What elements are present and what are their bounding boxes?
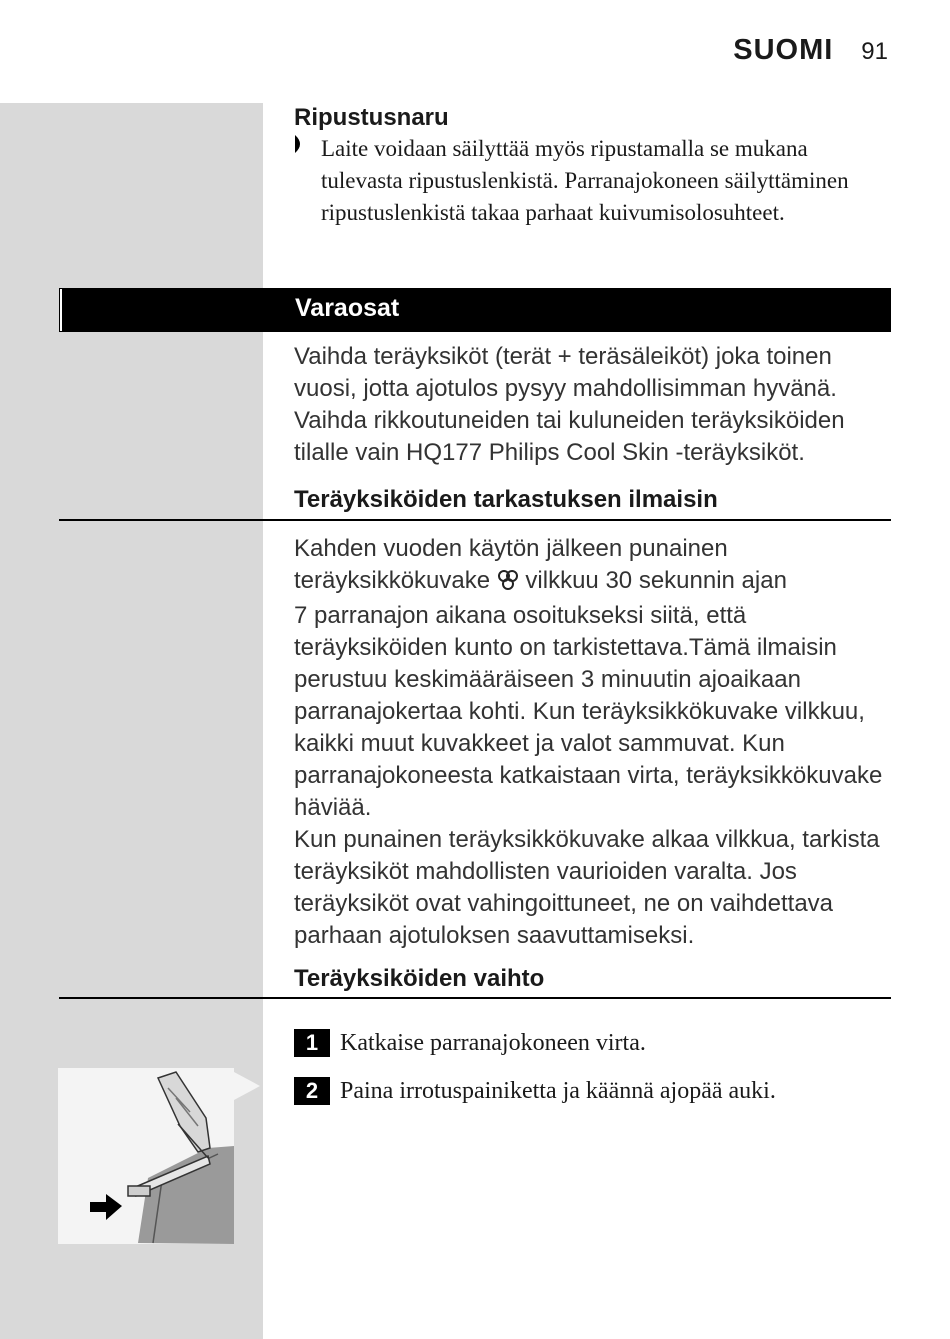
indicator-title: Teräyksiköiden tarkastuksen ilmaisin — [294, 486, 718, 513]
indicator-para2: Kun punainen teräyksikkökuvake alkaa vilkkua, tarkista teräyksiköt mahdollisten vaurioiden varalta. Jos teräyksiköt ovat vahingoittuneet, ne on vaihdettava parhaan ajotuloksen saavuttamiseksi. — [294, 826, 880, 949]
replace-title: Teräyksiköiden vaihto — [294, 965, 545, 992]
indicator-line2 — [294, 565, 894, 600]
shaver-illustration — [58, 1068, 234, 1244]
hanging-title: Ripustusnaru — [294, 104, 449, 131]
replace-rule — [59, 997, 891, 999]
indicator-body — [294, 533, 894, 952]
indicator-line1: Kahden vuoden käytön jälkeen punainen — [294, 535, 728, 562]
shaving-unit-icon — [497, 568, 519, 600]
indicator-heading — [294, 485, 894, 515]
indicator-rule — [59, 519, 891, 521]
step-text: Katkaise parranajokoneen virta. — [340, 1029, 646, 1056]
bullet-arrow-icon — [294, 133, 321, 229]
step-number: 2 — [294, 1077, 330, 1105]
illustration-pointer — [234, 1072, 260, 1100]
step-2 — [294, 1077, 776, 1105]
page-header — [733, 34, 888, 67]
spares-body: Vaihda teräyksiköt (terät + teräsäleiköt) joka toinen vuosi, jotta ajotulos pysyy mahdollisimman hyvänä. Vaihda rikkoutuneiden tai kuluneiden teräyksiköiden tilalle vain HQ177 Philips Cool Skin -teräyksiköt. — [294, 343, 845, 466]
hanging-bullet-text: Laite voidaan säilyttää myös ripustamalla se mukana tulevasta ripustuslenkistä. Parranajokoneen säilyttäminen ripustuslenkistä takaa parhaat kuivumisolosuhteet. — [321, 136, 849, 225]
replace-heading — [294, 964, 894, 994]
indicator-line2-a: teräyksikkökuvake — [294, 567, 491, 594]
hanging-section — [294, 103, 894, 229]
spares-title: Varaosat — [295, 294, 400, 322]
push-arrow-icon — [88, 1192, 124, 1227]
hanging-bullet — [294, 133, 894, 229]
language-label: SUOMI — [733, 34, 834, 66]
spares-section-bar — [59, 288, 891, 332]
step-1 — [294, 1029, 646, 1057]
step-number: 1 — [294, 1029, 330, 1057]
bar-cap — [60, 289, 62, 331]
page-number: 91 — [861, 38, 888, 65]
step-text: Paina irrotuspainiketta ja käännä ajopää auki. — [340, 1077, 776, 1104]
indicator-line2-b: vilkkuu 30 sekunnin ajan — [525, 567, 787, 594]
indicator-rest: 7 parranajon aikana osoitukseksi siitä, että teräyksiköiden kunto on tarkistettava.Tämä ilmaisin perustuu keskimääräiseen 3 minuutin ajoaikaan parranajokertaa kohti. Kun teräyksikkökuvake vilkkuu, kaikki muut kuvakkeet ja valot sammuvat. Kun parranajokoneesta katkaistaan virta, teräyksikkökuvake häviää. — [294, 602, 883, 821]
